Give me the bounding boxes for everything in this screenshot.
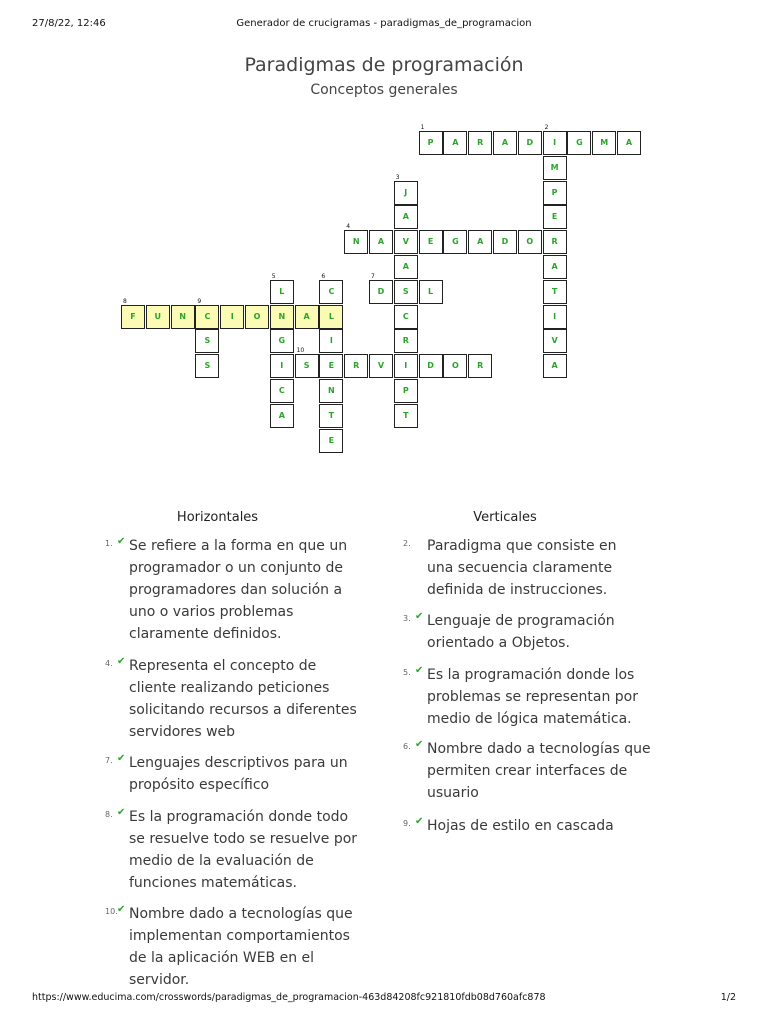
cell-letter: L	[428, 286, 434, 296]
cell-number: 7	[371, 272, 375, 280]
crossword-cell[interactable]	[121, 297, 145, 329]
crossword-cell[interactable]	[270, 354, 294, 378]
crossword-cell[interactable]	[270, 329, 294, 353]
cell-number: 10	[296, 347, 305, 355]
clue-item	[403, 815, 614, 837]
clue-text-line: implementan comportamientos	[129, 928, 350, 944]
crossword-cell[interactable]	[443, 230, 467, 254]
crossword-cell[interactable]	[468, 354, 492, 378]
crossword-cell[interactable]	[369, 354, 393, 378]
crossword-cell[interactable]	[344, 354, 368, 378]
clue-text-line: Representa el concepto de	[129, 658, 317, 674]
crossword-cell[interactable]	[394, 379, 418, 403]
crossword-grid	[0, 0, 768, 480]
cell-letter: N	[328, 386, 335, 395]
crossword-cell[interactable]	[443, 354, 467, 378]
check-icon: ✔	[117, 656, 126, 667]
crossword-cell[interactable]	[394, 230, 418, 254]
clue-text-line: de la aplicación WEB en el	[129, 950, 315, 966]
check-icon: ✔	[415, 816, 424, 827]
crossword-cell[interactable]	[319, 429, 343, 453]
cell-letter: N	[179, 311, 186, 321]
cell-letter: R	[477, 361, 484, 371]
cell-letter: A	[303, 311, 310, 321]
clue-text-line: usuario	[427, 785, 479, 801]
clue-text-line: programadores dan solución a	[129, 582, 343, 598]
clue-text-line: permiten crear interfaces de	[427, 763, 628, 779]
crossword-cell[interactable]	[543, 230, 567, 254]
crossword-cell[interactable]	[220, 305, 244, 329]
check-icon: ✔	[415, 739, 424, 750]
cell-letter: R	[551, 237, 558, 247]
clue-text-line: medio de lógica matemática.	[427, 711, 632, 727]
crossword-cell[interactable]	[270, 379, 294, 403]
cell-letter: I	[280, 361, 284, 371]
cell-letter: I	[553, 311, 557, 321]
cell-letter: S	[204, 336, 211, 346]
crossword-cell[interactable]	[245, 305, 269, 329]
check-icon: ✔	[117, 807, 126, 818]
cell-number: 4	[346, 223, 351, 231]
crossword-cell[interactable]	[394, 305, 418, 329]
horizontal-heading: Horizontales	[176, 510, 259, 525]
cell-number: 6	[321, 272, 326, 280]
cell-number: 5	[271, 272, 276, 280]
check-icon: ✔	[117, 904, 126, 915]
crossword-cell[interactable]	[493, 131, 517, 155]
clue-number: 10.	[105, 907, 118, 916]
crossword-cell[interactable]	[543, 124, 567, 155]
clue-item	[403, 535, 617, 601]
cell-number: 8	[123, 297, 127, 305]
crossword-cell[interactable]	[419, 280, 443, 304]
cell-letter: C	[402, 311, 409, 321]
crossword-cell[interactable]	[592, 131, 616, 155]
clue-text-line: Es la programación donde todo	[129, 809, 349, 825]
clue-text-line: Lenguaje de programación	[427, 613, 615, 629]
crossword-cell[interactable]	[394, 280, 418, 304]
cell-letter: N	[352, 237, 360, 247]
crossword-cell[interactable]	[567, 131, 591, 155]
clue-item	[403, 610, 615, 654]
crossword-cell[interactable]	[319, 305, 343, 329]
clue-text-line: Hojas de estilo en cascada	[427, 818, 614, 834]
cell-letter: G	[576, 138, 583, 147]
crossword-cell[interactable]	[270, 272, 294, 304]
crossword-cell[interactable]	[518, 131, 542, 155]
cell-letter: P	[427, 138, 434, 147]
cell-letter: V	[377, 361, 385, 371]
crossword-cell[interactable]	[319, 404, 343, 428]
cell-letter: E	[427, 237, 434, 247]
crossword-cell[interactable]	[419, 230, 443, 254]
crossword-cell[interactable]	[617, 131, 641, 155]
clue-text-line: Es la programación donde los	[427, 667, 635, 683]
cell-letter: P	[402, 386, 409, 395]
cell-letter: S	[303, 361, 310, 371]
crossword-cell[interactable]	[443, 131, 467, 155]
clue-number: 9.	[403, 819, 411, 828]
cell-letter: C	[328, 286, 335, 296]
cell-letter: F	[130, 311, 136, 321]
clue-item	[105, 535, 348, 645]
clue-item	[105, 806, 358, 894]
cell-letter: D	[427, 361, 434, 371]
cell-letter: P	[551, 187, 558, 197]
cell-letter: L	[279, 286, 285, 296]
clue-item	[105, 655, 357, 743]
crossword-cell[interactable]	[270, 404, 294, 428]
clue-text-line: Nombre dado a tecnologías que	[129, 906, 353, 922]
check-icon: ✔	[415, 665, 424, 676]
clue-number: 3.	[403, 614, 411, 623]
check-icon: ✔	[415, 611, 424, 622]
crossword-cell[interactable]	[369, 230, 393, 254]
cell-letter: D	[377, 286, 385, 296]
cell-letter: V	[402, 237, 409, 247]
crossword-cell[interactable]	[543, 205, 567, 229]
vertical-heading: Verticales	[473, 510, 537, 525]
cell-letter: I	[329, 336, 333, 346]
crossword-cell[interactable]	[419, 124, 443, 155]
clue-text-line: Se refiere a la forma en que un	[129, 538, 348, 554]
cell-letter: R	[402, 336, 409, 346]
clue-number: 6.	[403, 742, 411, 751]
crossword-cell[interactable]	[394, 404, 418, 428]
cell-letter: D	[526, 138, 534, 147]
crossword-cell[interactable]	[319, 354, 343, 378]
cell-number: 2	[544, 124, 549, 131]
crossword-cell[interactable]	[468, 230, 492, 254]
cell-letter: L	[328, 311, 334, 321]
crossword-cell[interactable]	[543, 329, 567, 353]
crossword-cell[interactable]	[195, 297, 219, 329]
print-datetime: 27/8/22, 12:46	[32, 18, 106, 29]
cell-letter: O	[526, 237, 534, 247]
cell-letter: A	[477, 237, 484, 247]
clue-number: 7.	[105, 756, 113, 765]
clue-text-line: definida de instrucciones.	[427, 582, 608, 598]
check-icon: ✔	[117, 536, 126, 547]
clue-item	[105, 903, 353, 991]
cell-letter: A	[452, 138, 459, 147]
cell-letter: D	[501, 237, 509, 247]
crossword-cell[interactable]	[344, 223, 368, 254]
check-icon: ✔	[117, 753, 126, 764]
clue-item	[105, 752, 348, 796]
crossword-cell[interactable]	[319, 272, 343, 304]
crossword-cell[interactable]	[543, 156, 567, 180]
cell-letter: A	[551, 262, 558, 271]
cell-letter: O	[253, 311, 261, 321]
crossword-cell[interactable]	[295, 305, 319, 329]
crossword-cell[interactable]	[369, 272, 393, 304]
cell-letter: N	[278, 311, 286, 321]
crossword-cell[interactable]	[543, 305, 567, 329]
cell-letter: C	[204, 311, 211, 321]
clue-text-line: uno o varios problemas	[129, 604, 294, 620]
clue-text-line: servidor.	[129, 972, 190, 988]
cell-letter: M	[550, 162, 559, 172]
clue-text-line: solicitando recursos a diferentes	[129, 702, 357, 718]
crossword-cell[interactable]	[518, 230, 542, 254]
clue-text-line: servidores web	[129, 724, 236, 740]
crossword-cell[interactable]	[394, 205, 418, 229]
clue-number: 4.	[105, 659, 113, 668]
clue-text-line: se resuelve todo se resuelve por	[129, 831, 358, 847]
clue-text-line: cliente realizando peticiones	[129, 680, 330, 696]
clue-text-line: claramente definidos.	[129, 626, 282, 642]
cell-letter: R	[353, 361, 360, 371]
crossword-cell[interactable]	[543, 354, 567, 378]
print-url: https://www.educima.com/crosswords/paradigmas_de_programacion-463d84208fc921810fdb08d760afc878	[32, 992, 546, 1003]
cell-letter: I	[553, 138, 557, 147]
crossword-cell[interactable]	[394, 354, 418, 378]
clue-item	[403, 664, 638, 730]
clue-text-line: Nombre dado a tecnologías que	[427, 741, 651, 757]
cell-letter: E	[551, 212, 558, 222]
crossword-cell[interactable]	[468, 131, 492, 155]
clue-text-line: programador o un conjunto de	[129, 560, 343, 576]
crossword-cell[interactable]	[146, 305, 170, 329]
crossword-cell[interactable]	[543, 280, 567, 304]
crossword-cell[interactable]	[195, 329, 219, 353]
cell-number: 3	[395, 173, 400, 181]
clue-item	[403, 738, 651, 804]
crossword-cell[interactable]	[394, 255, 418, 279]
crossword-cell[interactable]	[419, 354, 443, 378]
puzzle-title: Paradigmas de programación	[244, 54, 524, 76]
print-doc-title: Generador de crucigramas - paradigmas_de_programacion	[236, 18, 532, 29]
cell-letter: A	[402, 212, 409, 222]
cell-letter: O	[451, 361, 459, 371]
page-number: 1/2	[720, 992, 736, 1003]
cell-letter: A	[551, 361, 558, 371]
clue-number: 1.	[105, 539, 113, 548]
cell-letter: M	[600, 138, 609, 147]
clue-text-line: una secuencia claramente	[427, 560, 613, 576]
cell-letter: S	[204, 361, 211, 371]
cell-letter: J	[404, 187, 408, 197]
cell-letter: E	[328, 435, 335, 445]
crossword-cell[interactable]	[195, 354, 219, 378]
clue-text-line: funciones matemáticas.	[129, 875, 297, 891]
crossword-cell[interactable]	[319, 329, 343, 353]
cell-letter: V	[551, 336, 558, 346]
cell-number: 1	[420, 124, 425, 131]
cell-number: 9	[197, 297, 202, 305]
cell-letter: A	[377, 237, 385, 247]
crossword-cell[interactable]	[295, 347, 319, 378]
crossword-cell[interactable]	[394, 329, 418, 353]
crossword-cell[interactable]	[543, 181, 567, 205]
clue-text-line: Paradigma que consiste en	[427, 538, 617, 554]
cell-letter: U	[154, 311, 162, 321]
crossword-cell[interactable]	[543, 255, 567, 279]
cell-letter: T	[328, 410, 335, 420]
crossword-cell[interactable]	[493, 230, 517, 254]
puzzle-subtitle: Conceptos generales	[310, 82, 458, 98]
cell-letter: I	[230, 311, 234, 321]
crossword-cell[interactable]	[171, 305, 195, 329]
cell-letter: G	[278, 336, 286, 346]
clue-text-line: problemas se representan por	[427, 689, 638, 705]
crossword-cell[interactable]	[319, 379, 343, 403]
cell-letter: G	[452, 237, 459, 247]
crossword-cell[interactable]	[394, 173, 418, 205]
cell-letter: T	[551, 286, 558, 296]
clue-number: 2.	[403, 539, 411, 548]
cell-letter: T	[403, 410, 409, 420]
clue-text-line: propósito específico	[129, 777, 270, 793]
cell-letter: R	[477, 138, 484, 147]
clue-number: 8.	[105, 810, 113, 819]
cell-letter: S	[402, 286, 409, 296]
clue-text-line: orientado a Objetos.	[427, 635, 570, 651]
cell-letter: C	[278, 386, 285, 395]
cell-letter: A	[402, 262, 409, 271]
clue-text-line: medio de la evaluación de	[129, 853, 314, 869]
crossword-cell[interactable]	[270, 305, 294, 329]
cell-letter: A	[501, 138, 509, 147]
cell-letter: I	[404, 361, 408, 371]
cell-letter: A	[278, 410, 285, 420]
cell-letter: A	[625, 138, 633, 147]
cell-letter: E	[328, 361, 335, 371]
clue-text-line: Lenguajes descriptivos para un	[129, 755, 348, 771]
clue-number: 5.	[403, 668, 411, 677]
